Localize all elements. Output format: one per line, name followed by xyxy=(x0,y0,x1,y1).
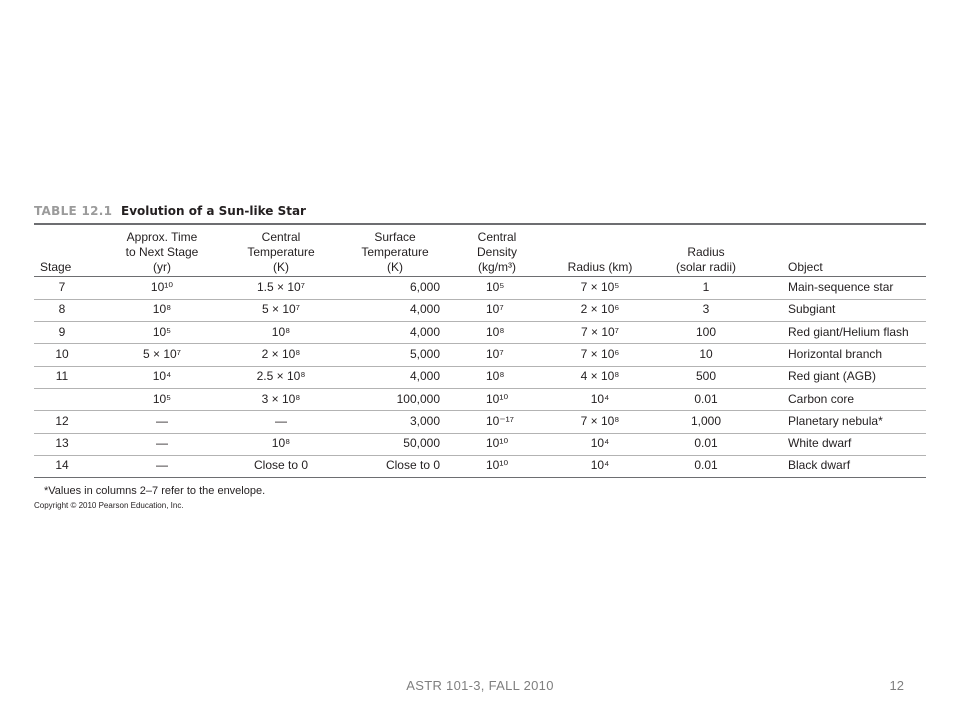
cell-time: — xyxy=(156,458,168,473)
cell-stage: 12 xyxy=(55,413,69,428)
header-line: (kg/m³) xyxy=(478,260,516,274)
cell-radius-km: 7 × 10⁸ xyxy=(580,413,620,428)
cell-surface-temp: 6,000 xyxy=(409,280,440,294)
cell-stage: 13 xyxy=(55,436,69,451)
header-line: (K) xyxy=(387,260,403,274)
cell-density: 10⁻¹⁷ xyxy=(486,413,515,428)
cell-radius-km: 7 × 10⁶ xyxy=(580,346,620,361)
header-line: Object xyxy=(788,260,823,274)
cell-density: 10⁷ xyxy=(486,346,504,361)
cell-density: 10⁸ xyxy=(486,324,505,339)
cell-stage xyxy=(40,389,84,410)
cell-time: 10⁸ xyxy=(152,302,172,317)
cell-object: Carbon core xyxy=(788,391,855,406)
cell-radius-km: 10⁴ xyxy=(590,391,610,406)
header-cell-time xyxy=(112,229,212,275)
header-line: (yr) xyxy=(153,260,171,274)
cell-radius-km: 7 × 10⁵ xyxy=(580,280,620,294)
cell-central-temp: 10⁸ xyxy=(271,324,291,339)
cell-radius-solar: 0.01 xyxy=(694,458,718,473)
cell-object: Red giant/Helium flash xyxy=(788,324,909,339)
table-number: TABLE 12.1 xyxy=(34,204,113,218)
cell-radius-solar: 0.01 xyxy=(694,436,718,451)
slide-footer: ASTR 101-3, FALL 2010 xyxy=(406,678,554,693)
header-cell-object xyxy=(788,229,924,275)
cell-object: White dwarf xyxy=(788,436,852,451)
cell-time: — xyxy=(156,413,168,428)
header-line: Temperature xyxy=(361,245,429,259)
cell-surface-temp: 4,000 xyxy=(409,302,440,317)
table-footnote: *Values in columns 2–7 refer to the envelope. xyxy=(44,485,266,497)
cell-stage: 9 xyxy=(58,324,66,339)
cell-central-temp: 1.5 × 10⁷ xyxy=(256,280,306,294)
cell-central-temp: 3 × 10⁸ xyxy=(261,391,301,406)
header-line: Approx. Time xyxy=(126,230,198,244)
cell-stage: 7 xyxy=(58,280,66,294)
cell-surface-temp: 4,000 xyxy=(409,324,440,339)
cell-central-temp: 5 × 10⁷ xyxy=(261,302,301,317)
cell-object: Red giant (AGB) xyxy=(788,369,877,384)
cell-time: — xyxy=(156,436,168,451)
cell-object: Horizontal branch xyxy=(788,346,883,361)
cell-time: 5 × 10⁷ xyxy=(142,346,182,361)
header-cell-surface-temp xyxy=(350,229,440,275)
cell-surface-temp: 100,000 xyxy=(396,391,440,406)
cell-radius-km: 7 × 10⁷ xyxy=(580,324,620,339)
cell-surface-temp: Close to 0 xyxy=(385,458,440,473)
cell-time: 10⁵ xyxy=(152,324,172,339)
header-cell-density xyxy=(464,229,530,275)
cell-stage: 10 xyxy=(55,346,69,361)
cell-surface-temp: 4,000 xyxy=(409,369,440,384)
cell-object: Black dwarf xyxy=(788,458,851,473)
copyright-notice: Copyright © 2010 Pearson Education, Inc. xyxy=(34,501,184,510)
cell-object: Planetary nebula* xyxy=(788,413,883,428)
cell-density: 10¹⁰ xyxy=(486,436,509,451)
cell-central-temp: 2 × 10⁸ xyxy=(261,346,301,361)
cell-density: 10¹⁰ xyxy=(486,458,509,473)
cell-radius-solar: 100 xyxy=(695,324,717,339)
cell-central-temp: Close to 0 xyxy=(253,458,309,473)
table-bottom-rule xyxy=(34,477,926,478)
cell-time: 10⁴ xyxy=(152,369,172,384)
cell-radius-km: 10⁴ xyxy=(590,436,610,451)
cell-radius-solar: 3 xyxy=(702,302,710,317)
cell-radius-km: 10⁴ xyxy=(590,458,610,473)
cell-time: 10¹⁰ xyxy=(150,280,174,294)
header-line: Temperature xyxy=(247,245,315,259)
cell-radius-solar: 10 xyxy=(699,346,713,361)
header-line: (solar radii) xyxy=(675,260,736,274)
cell-object: Subgiant xyxy=(788,302,836,317)
cell-radius-solar: 1 xyxy=(702,280,710,294)
cell-density: 10⁵ xyxy=(486,280,505,294)
header-line: Stage xyxy=(40,260,72,274)
slide-number: 12 xyxy=(889,678,904,693)
cell-stage: 14 xyxy=(55,458,69,473)
cell-central-temp: 10⁸ xyxy=(271,436,291,451)
header-line: (K) xyxy=(273,260,289,274)
header-line: Central xyxy=(261,230,301,244)
header-cell-central-temp xyxy=(236,229,326,275)
header-line: Radius xyxy=(687,245,725,259)
header-line: Central xyxy=(477,230,517,244)
header-cell-radius-solar xyxy=(668,229,744,275)
cell-surface-temp: 50,000 xyxy=(403,436,440,451)
cell-radius-km: 4 × 10⁸ xyxy=(580,369,620,384)
cell-stage: 11 xyxy=(55,369,69,384)
cell-object: Main-sequence star xyxy=(788,280,894,294)
header-cell-radius-km xyxy=(560,229,640,275)
cell-density: 10¹⁰ xyxy=(486,391,509,406)
cell-density: 10⁸ xyxy=(486,369,505,384)
cell-stage: 8 xyxy=(58,302,66,317)
header-line: Density xyxy=(476,245,517,259)
header-line: Surface xyxy=(374,230,416,244)
cell-surface-temp: 3,000 xyxy=(409,413,440,428)
cell-radius-solar: 1,000 xyxy=(690,413,722,428)
cell-surface-temp: 5,000 xyxy=(409,346,440,361)
cell-central-temp: — xyxy=(275,413,287,428)
cell-density: 10⁷ xyxy=(486,302,504,317)
cell-radius-solar: 0.01 xyxy=(694,391,718,406)
header-line: to Next Stage xyxy=(125,245,199,259)
cell-radius-solar: 500 xyxy=(695,369,717,384)
header-cell-stage xyxy=(40,229,84,275)
cell-time: 10⁵ xyxy=(152,391,172,406)
cell-radius-km: 2 × 10⁶ xyxy=(580,302,620,317)
header-line: Radius (km) xyxy=(567,260,633,274)
table-title: Evolution of a Sun-like Star xyxy=(121,204,306,218)
cell-central-temp: 2.5 × 10⁸ xyxy=(256,369,306,384)
table-top-rule xyxy=(34,223,926,225)
